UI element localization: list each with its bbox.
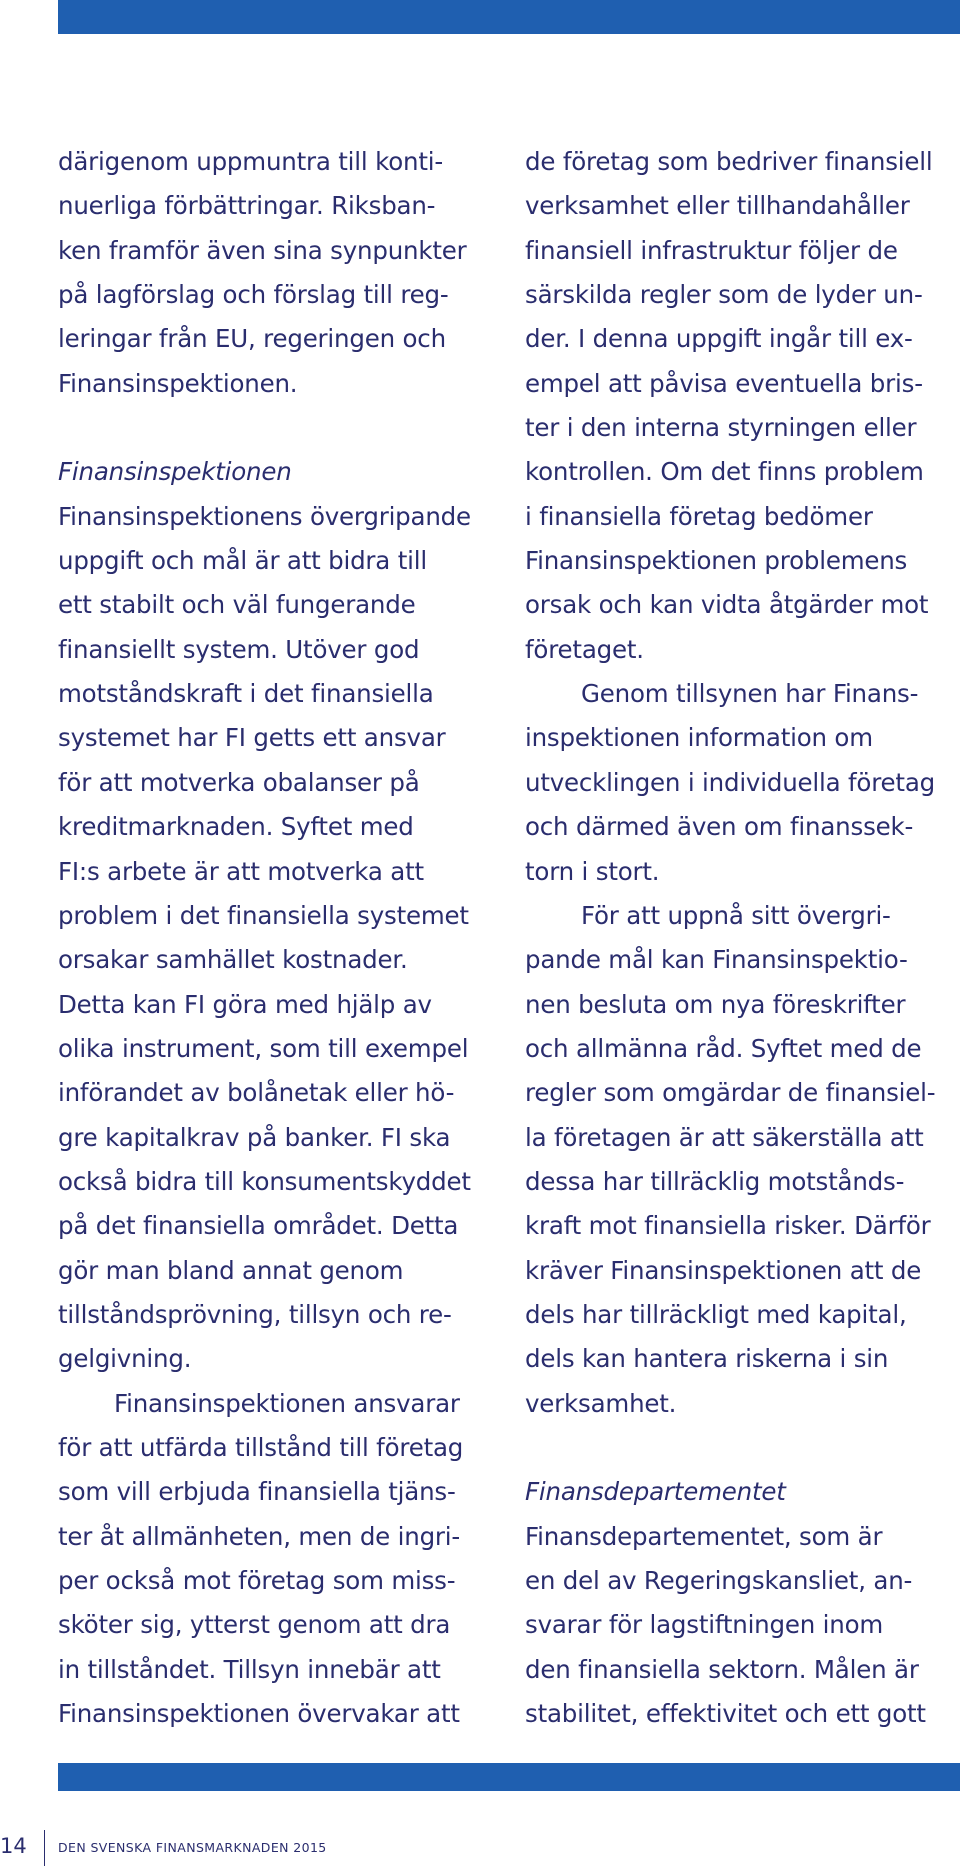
text-line: dessa har tillräcklig motstånds-	[525, 1166, 905, 1196]
text-line: finansiell infrastruktur följer de	[525, 235, 898, 265]
text-line: svarar för lagstiftningen inom	[525, 1610, 884, 1640]
text-line: införandet av bolånetak eller hö-	[58, 1078, 455, 1108]
text-line: stabilitet, effektivitet och ett gott	[525, 1699, 926, 1729]
left-text-column	[58, 140, 498, 1736]
text-line: per också mot företag som miss-	[58, 1566, 456, 1595]
text-line: också bidra till konsumentskyddet	[58, 1166, 471, 1196]
text-line: ett stabilt och väl fungerande	[58, 590, 416, 620]
text-line: gelgivning.	[58, 1344, 192, 1374]
text-line: sköter sig, ytterst genom att dra	[58, 1610, 451, 1640]
section-heading: Finansdepartementet	[525, 1477, 786, 1507]
text-line: Finansinspektionen problemens	[525, 546, 908, 576]
text-line: verksamhet eller tillhandahåller	[525, 191, 910, 221]
text-line: verksamhet.	[525, 1388, 677, 1418]
text-line: och allmänna råd. Syftet med de	[525, 1033, 922, 1063]
top-color-band	[58, 0, 960, 34]
text-line: nuerliga förbättringar. Riksban-	[58, 191, 436, 221]
text-line: en del av Regeringskansliet, an-	[525, 1566, 913, 1595]
text-line: i finansiella företag bedömer	[525, 501, 873, 531]
text-line: för att utfärda tillstånd till företag	[58, 1432, 464, 1462]
text-line: och därmed även om finanssek-	[525, 812, 914, 842]
text-line: den finansiella sektorn. Målen är	[525, 1654, 919, 1684]
text-line: Detta kan FI göra med hjälp av	[58, 989, 432, 1019]
text-line: orsakar samhället kostnader.	[58, 945, 408, 975]
text-line: Finansdepartementet, som är	[525, 1521, 883, 1551]
text-line: nen besluta om nya föreskrifter	[525, 989, 906, 1019]
text-line: tillståndsprövning, tillsyn och re-	[58, 1299, 452, 1329]
text-line: uppgift och mål är att bidra till	[58, 546, 427, 576]
text-line: kontrollen. Om det finns problem	[525, 457, 924, 487]
text-line: ter åt allmänheten, men de ingri-	[58, 1521, 461, 1551]
right-text-column	[525, 140, 945, 1736]
text-line: torn i stort.	[525, 856, 660, 886]
text-line: leringar från EU, regeringen och	[58, 324, 446, 354]
text-line: ken framför även sina synpunkter	[58, 235, 467, 265]
text-line: olika instrument, som till exempel	[58, 1033, 469, 1063]
section-heading: Finansinspektionen	[58, 457, 292, 487]
footer-divider	[44, 1830, 45, 1866]
text-line: Genom tillsynen har Finans-	[581, 679, 919, 709]
text-line: la företagen är att säkerställa att	[525, 1122, 924, 1152]
text-line: kreditmarknaden. Syftet med	[58, 812, 414, 842]
text-line: kraft mot finansiella risker. Därför	[525, 1211, 931, 1241]
text-line: företaget.	[525, 634, 644, 664]
text-line: FI:s arbete är att motverka att	[58, 856, 424, 886]
text-line: systemet har FI getts ett ansvar	[58, 723, 446, 753]
text-line: särskilda regler som de lyder un-	[525, 280, 923, 310]
text-line: på det finansiella området. Detta	[58, 1211, 459, 1241]
text-line: problem i det finansiella systemet	[58, 900, 469, 930]
page-number: 14	[0, 1834, 27, 1858]
text-line: inspektionen information om	[525, 723, 873, 753]
text-line: kräver Finansinspektionen att de	[525, 1255, 922, 1285]
text-line: För att uppnå sitt övergri-	[581, 900, 891, 930]
text-line: de företag som bedriver finansiell	[525, 147, 933, 176]
text-line: som vill erbjuda finansiella tjäns-	[58, 1477, 456, 1507]
text-line: regler som omgärdar de finansiel-	[525, 1078, 936, 1108]
text-line: därigenom uppmuntra till konti-	[58, 147, 443, 176]
text-line: ter i den interna styrningen eller	[525, 413, 917, 443]
blank-line	[525, 1426, 945, 1470]
text-line: dels har tillräckligt med kapital,	[525, 1299, 907, 1329]
text-line: på lagförslag och förslag till reg-	[58, 280, 449, 310]
publication-title: DEN SVENSKA FINANSMARKNADEN 2015	[58, 1840, 327, 1855]
text-line: Finansinspektionens övergripande	[58, 501, 471, 531]
text-line: der. I denna uppgift ingår till ex-	[525, 324, 913, 354]
blank-line	[58, 406, 498, 450]
text-line: in tillståndet. Tillsyn innebär att	[58, 1654, 441, 1684]
text-line: pande mål kan Finansinspektio-	[525, 945, 908, 975]
text-line: empel att påvisa eventuella bris-	[525, 368, 923, 398]
text-line: gör man bland annat genom	[58, 1255, 404, 1285]
text-line: Finansinspektionen.	[58, 368, 298, 398]
bottom-color-band	[58, 1763, 960, 1791]
text-line: Finansinspektionen ansvarar	[114, 1388, 460, 1418]
text-line: finansiellt system. Utöver god	[58, 634, 420, 664]
text-line: Finansinspektionen övervakar att	[58, 1699, 460, 1729]
text-line: utvecklingen i individuella företag	[525, 767, 936, 797]
text-line: orsak och kan vidta åtgärder mot	[525, 590, 929, 620]
text-line: för att motverka obalanser på	[58, 767, 420, 797]
text-line: gre kapitalkrav på banker. FI ska	[58, 1122, 451, 1152]
text-line: motståndskraft i det finansiella	[58, 679, 434, 709]
text-line: dels kan hantera riskerna i sin	[525, 1344, 889, 1374]
